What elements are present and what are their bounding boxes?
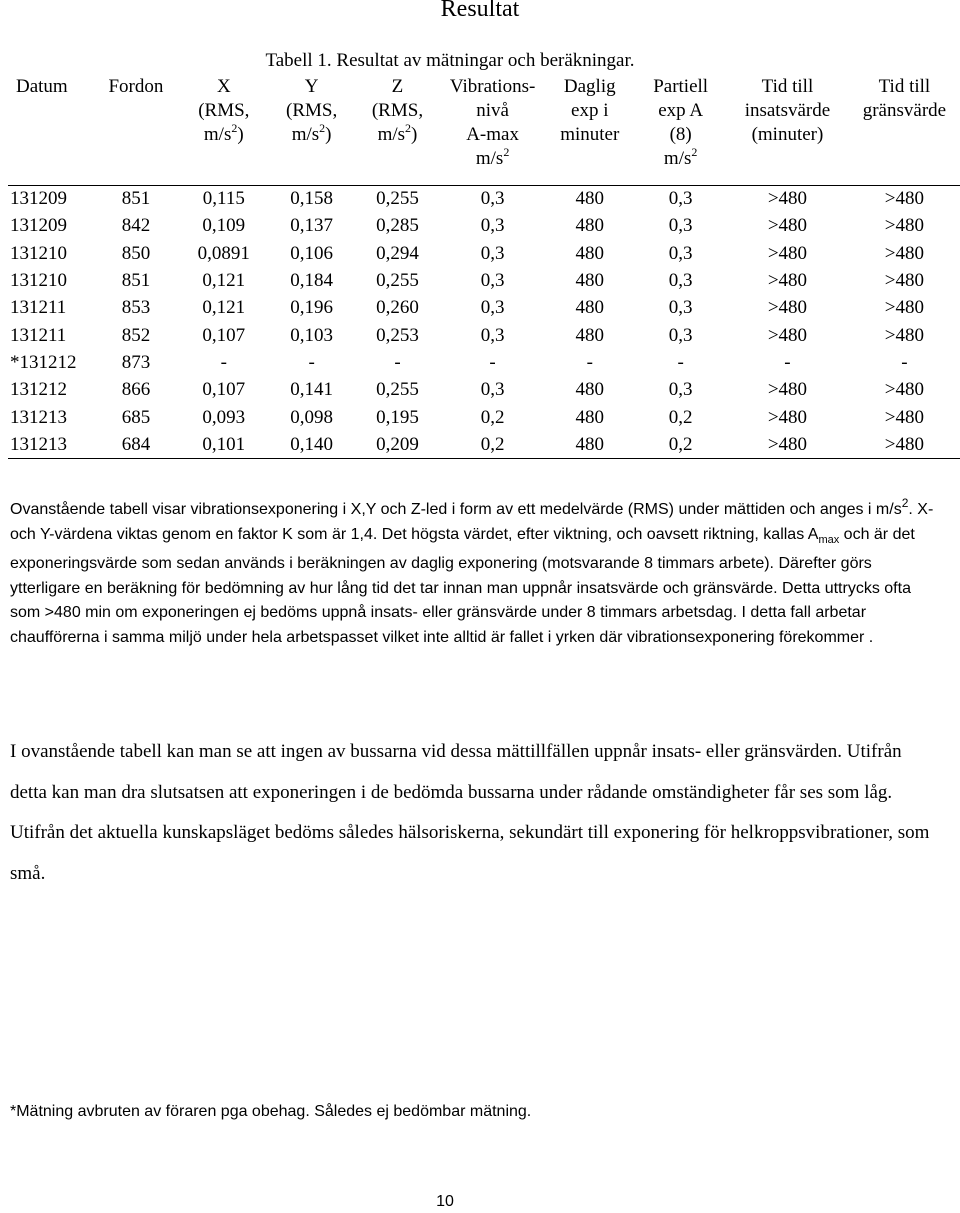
cell-y: 0,140 (269, 431, 354, 459)
cell-tid-insatsvarde: - (784, 351, 791, 373)
cell-x: 0,121 (202, 270, 246, 292)
footnote: *Mätning avbruten av föraren pga obehag. Således ej bedömbar mätning. (10, 1103, 532, 1120)
table-body (8, 185, 960, 459)
cell-datum: 131213 (10, 406, 67, 428)
cell-datum: 131209 (8, 185, 93, 213)
table-header (8, 75, 960, 185)
explanation-paragraph: Ovanstående tabell visar vibrationsexponering i X,Y och Z-led i form av ett medelvärde (RMS) under mättiden och anges i $m/s^2$. X- och Y-värdena viktas genom en faktor K som är 1,4. Det högsta värdet, efter viktning, och oavsett riktning, kallas $A_{max}$ och är det exponeringsvärde som sedan används i beräkningen av daglig exponering (motsvarande 8 timmars arbete). Därefter görs ytterligare en beräkning för bedömning av hur lång tid det tar innan man uppnår insatsvärde och gränsvärde. Detta uttrycks ofta som >480 min om exponeringen ej bedöms uppnå insats- eller gränsvärde under 8 timmars arbetsdag. I detta fall arbetar chaufförerna i samma miljö under hela arbetspasset vilket inte alltid är fallet i yrken där vibrationsexponering förekommer . (10, 495, 934, 646)
cell-vibrationsniva: - (489, 351, 496, 373)
cell-vibrationsniva: 0,3 (480, 215, 505, 237)
table-row (8, 240, 960, 267)
cell-tid-gransvarde: - (901, 351, 908, 373)
cell-datum: 131209 (10, 215, 67, 237)
cell-partiell-exp: 0,3 (635, 185, 726, 213)
cell-vibrationsniva: 0,3 (480, 270, 505, 292)
section-heading: Resultat (440, 0, 520, 22)
cell-vibrationsniva: 0,2 (480, 406, 505, 428)
cell-z: 0,294 (376, 242, 419, 264)
header-tid-insatsvarde: Tid till insatsvärde (minuter) (744, 76, 831, 145)
cell-z: 0,253 (376, 324, 419, 346)
cell-tid-insatsvarde: >480 (767, 324, 808, 346)
cell-x: 0,121 (202, 297, 246, 319)
cell-tid-insatsvarde: >480 (767, 242, 808, 264)
cell-fordon: 685 (121, 406, 151, 428)
cell-vibrationsniva: 0,3 (480, 379, 505, 401)
cell-z: 0,209 (354, 431, 441, 459)
cell-daglig-exp: 480 (544, 431, 635, 459)
cell-daglig-exp: 480 (575, 242, 605, 264)
cell-x: 0,101 (178, 431, 269, 459)
cell-tid-gransvarde: >480 (884, 297, 925, 319)
cell-z: 0,285 (376, 215, 419, 237)
header-daglig-exp: Daglig exp i minuter (560, 76, 620, 145)
table-row (8, 213, 960, 240)
cell-x: 0,0891 (197, 242, 250, 264)
cell-daglig-exp: 480 (575, 215, 605, 237)
cell-x: 0,107 (202, 379, 246, 401)
cell-vibrationsniva: 0,2 (441, 431, 544, 459)
cell-daglig-exp: 480 (575, 379, 605, 401)
cell-x: - (220, 351, 227, 373)
cell-z: 0,255 (376, 379, 419, 401)
cell-daglig-exp: 480 (575, 270, 605, 292)
cell-partiell-exp: 0,3 (668, 324, 693, 346)
cell-y: 0,137 (290, 215, 333, 237)
cell-z: 0,195 (376, 406, 419, 428)
cell-partiell-exp: 0,3 (668, 297, 693, 319)
cell-datum: *131212 (10, 351, 77, 373)
cell-fordon: 873 (121, 351, 151, 373)
cell-z: 0,255 (354, 185, 441, 213)
cell-fordon: 851 (121, 270, 151, 292)
cell-vibrationsniva: 0,3 (480, 324, 505, 346)
cell-partiell-exp: 0,3 (668, 270, 693, 292)
header-vibrationsniva: Vibrations- nivå A-max $m/s^2$ (449, 76, 536, 169)
cell-fordon: 842 (121, 215, 151, 237)
cell-daglig-exp: 480 (544, 185, 635, 213)
results-table (8, 75, 960, 459)
cell-x: 0,109 (202, 215, 246, 237)
header-tid-gransvarde: Tid till gränsvärde (862, 76, 947, 121)
cell-tid-insatsvarde: >480 (726, 431, 849, 459)
cell-tid-gransvarde: >480 (884, 270, 925, 292)
cell-daglig-exp: 480 (575, 297, 605, 319)
cell-daglig-exp: - (586, 351, 593, 373)
cell-daglig-exp: 480 (575, 324, 605, 346)
cell-z: - (394, 351, 401, 373)
cell-y: 0,103 (290, 324, 333, 346)
cell-datum: 131211 (10, 324, 67, 346)
cell-z: 0,255 (376, 270, 419, 292)
cell-tid-gransvarde: >480 (884, 406, 925, 428)
table-row (8, 349, 960, 376)
cell-tid-insatsvarde: >480 (767, 406, 808, 428)
cell-fordon: 850 (121, 242, 151, 264)
cell-x: 0,115 (178, 185, 269, 213)
cell-tid-insatsvarde: >480 (767, 379, 808, 401)
cell-fordon: 866 (121, 379, 151, 401)
cell-vibrationsniva: 0,3 (441, 185, 544, 213)
cell-fordon: 684 (93, 431, 178, 459)
cell-x: 0,093 (202, 406, 246, 428)
header-x: X (RMS, $m/s^2$) (198, 76, 250, 145)
cell-y: 0,158 (269, 185, 354, 213)
cell-partiell-exp: 0,2 (635, 431, 726, 459)
table-row (8, 185, 960, 213)
header-fordon: Fordon (108, 76, 164, 97)
cell-tid-gransvarde: >480 (884, 379, 925, 401)
cell-vibrationsniva: 0,3 (480, 242, 505, 264)
cell-y: 0,184 (290, 270, 333, 292)
cell-datum: 131210 (10, 242, 67, 264)
table-row (8, 404, 960, 431)
cell-x: 0,107 (202, 324, 246, 346)
header-z: Z (RMS, $m/s^2$) (371, 76, 424, 145)
cell-partiell-exp: 0,3 (668, 242, 693, 264)
cell-daglig-exp: 480 (575, 406, 605, 428)
table-row (8, 431, 960, 459)
cell-y: 0,141 (290, 379, 333, 401)
cell-y: 0,098 (290, 406, 333, 428)
conclusion-paragraph: I ovanstående tabell kan man se att ingen av bussarna vid dessa mättillfällen uppnår insats- eller gränsvärden. Utifrån detta kan man dra slutsatsen att exponeringen i de bedömda bussarna under rådande omständigheter får ses som låg. Utifrån det aktuella kunskapsläget bedöms således hälsoriskerna, sekundärt till exponering för helkroppsvibrationer, som små. (10, 741, 930, 884)
header-datum: Datum (16, 76, 68, 97)
cell-datum: 131212 (10, 379, 67, 401)
table-row (8, 322, 960, 349)
cell-fordon: 853 (121, 297, 151, 319)
cell-tid-gransvarde: >480 (884, 215, 925, 237)
page-number: 10 (436, 1193, 454, 1210)
cell-z: 0,260 (376, 297, 419, 319)
cell-partiell-exp: - (677, 351, 684, 373)
table-row (8, 377, 960, 404)
cell-vibrationsniva: 0,3 (480, 297, 505, 319)
cell-tid-insatsvarde: >480 (767, 215, 808, 237)
cell-datum: 131210 (10, 270, 67, 292)
cell-partiell-exp: 0,3 (668, 215, 693, 237)
cell-partiell-exp: 0,2 (668, 406, 693, 428)
cell-fordon: 852 (121, 324, 151, 346)
cell-y: - (308, 351, 315, 373)
cell-fordon: 851 (93, 185, 178, 213)
cell-datum: 131211 (10, 297, 67, 319)
cell-tid-gransvarde: >480 (849, 185, 960, 213)
table-row (8, 267, 960, 294)
table-row (8, 295, 960, 322)
table-caption: Tabell 1. Resultat av mätningar och beräkningar. (265, 50, 635, 71)
cell-y: 0,196 (290, 297, 333, 319)
cell-tid-gransvarde: >480 (849, 431, 960, 459)
cell-y: 0,106 (290, 242, 333, 264)
cell-datum: 131213 (8, 431, 93, 459)
cell-tid-insatsvarde: >480 (726, 185, 849, 213)
cell-tid-gransvarde: >480 (884, 242, 925, 264)
header-y: Y (RMS, $m/s^2$) (286, 76, 338, 145)
cell-tid-insatsvarde: >480 (767, 297, 808, 319)
cell-partiell-exp: 0,3 (668, 379, 693, 401)
cell-tid-insatsvarde: >480 (767, 270, 808, 292)
header-partiell-exp: Partiell exp A (8) $m/s^2$ (653, 76, 709, 169)
cell-tid-gransvarde: >480 (884, 324, 925, 346)
